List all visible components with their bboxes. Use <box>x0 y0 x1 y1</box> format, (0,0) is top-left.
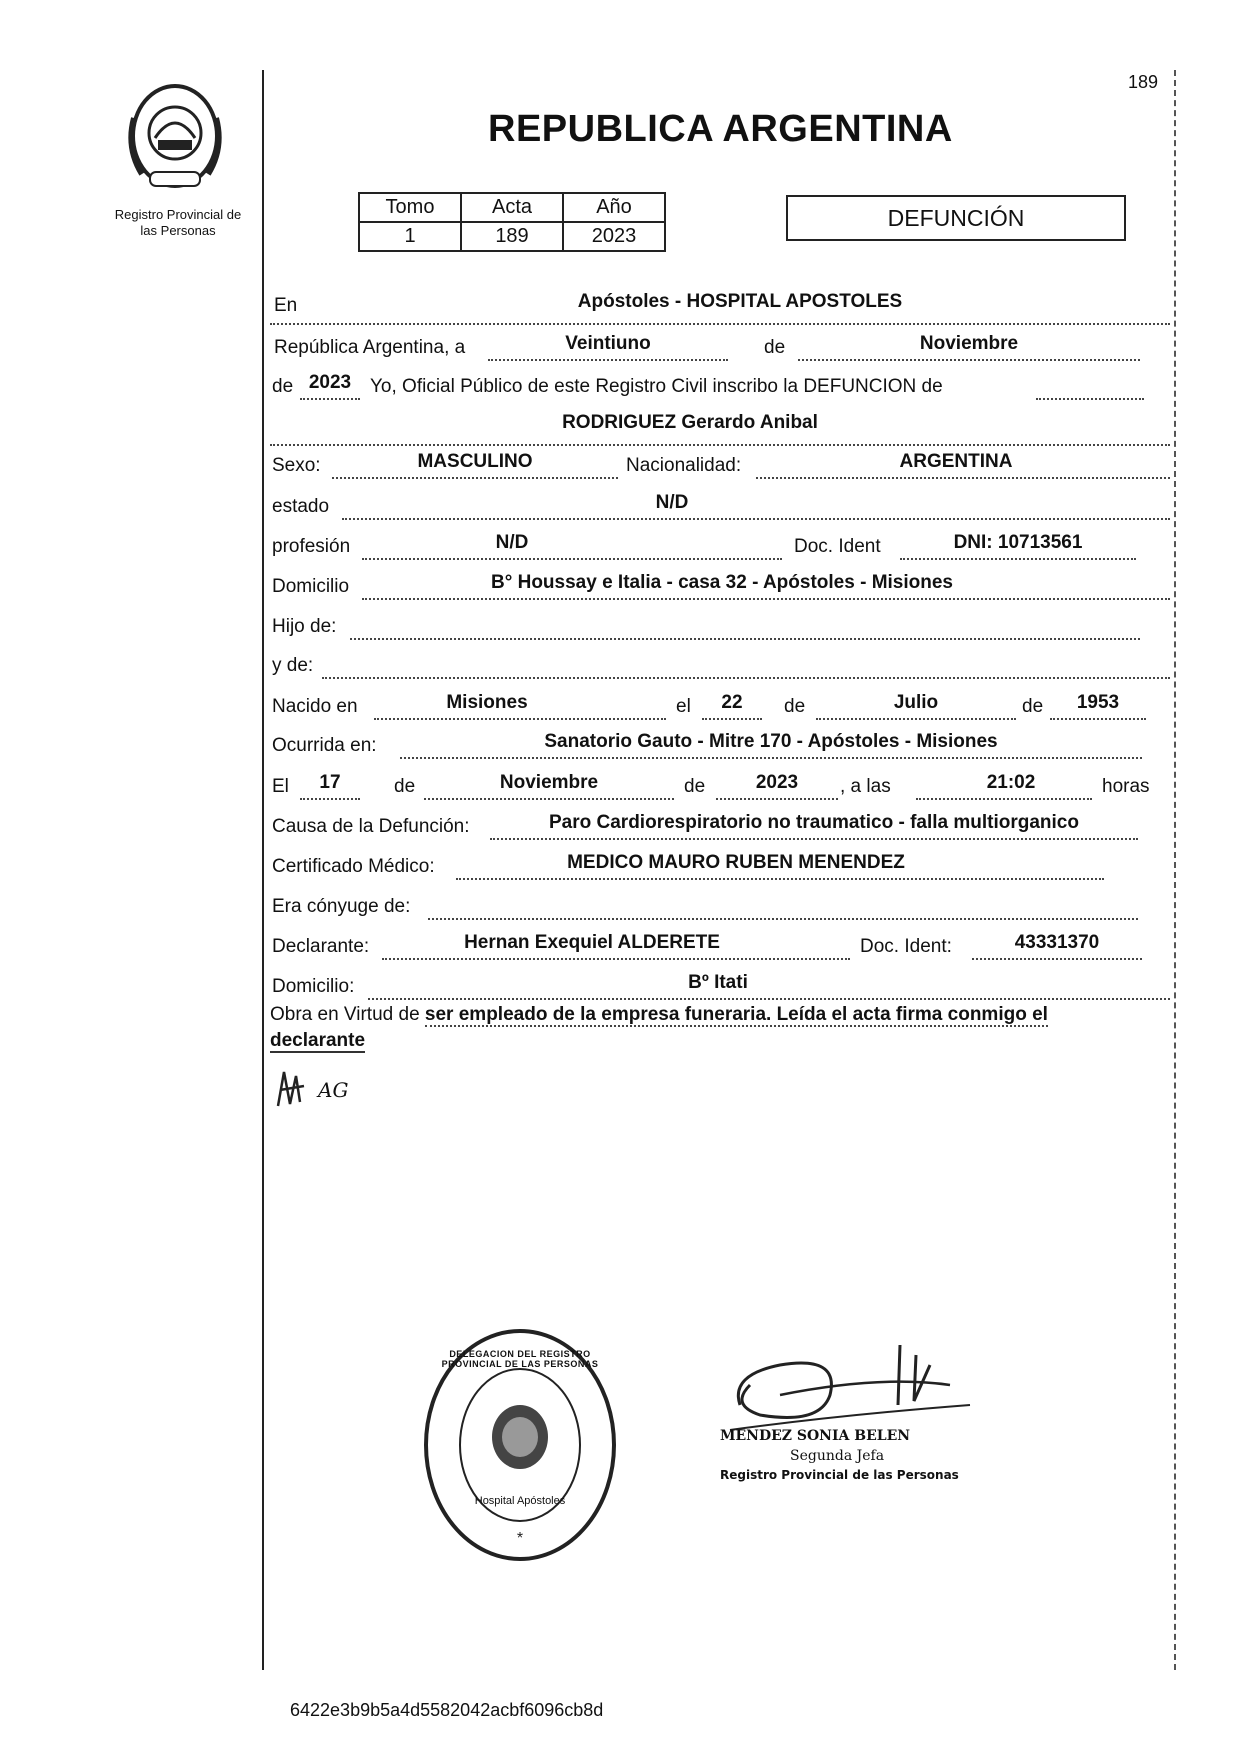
record-type-box: DEFUNCIÓN <box>786 195 1126 241</box>
label-horas: horas <box>1102 776 1150 797</box>
label-nacionalidad: Nacionalidad: <box>626 455 742 476</box>
label-estado: estado <box>272 496 330 517</box>
value-obra-2: declarante <box>270 1030 366 1051</box>
row-obra <box>270 1002 1170 1054</box>
label-certificado: Certificado Médico: <box>272 856 435 877</box>
record-table <box>358 192 666 252</box>
label-conyuge: Era cónyuge de: <box>272 896 411 917</box>
page-number: 189 <box>1128 72 1159 92</box>
label-yde: y de: <box>272 655 314 676</box>
value-nac-year: 1953 <box>1076 692 1120 713</box>
left-margin-line <box>262 70 264 1670</box>
signer-name: MENDEZ SONIA BELEN <box>720 1428 911 1444</box>
row-hijo <box>270 606 1170 644</box>
label-ocurrida: Ocurrida en: <box>272 735 377 756</box>
right-margin-line <box>1174 70 1176 1670</box>
value-anio: 2023 <box>563 222 665 251</box>
value-causa: Paro Cardiorespiratorio no traumatico - falla multiorganico <box>549 812 1079 833</box>
page-title: REPUBLICA ARGENTINA <box>488 108 953 150</box>
row-profesion <box>270 526 1170 564</box>
label-obra: Obra en Virtud de <box>270 1004 420 1025</box>
value-en: Apóstoles - HOSPITAL APOSTOLES <box>577 291 903 312</box>
row-conyuge <box>270 886 1170 924</box>
svg-text:*: * <box>516 1530 524 1547</box>
label-causa: Causa de la Defunción: <box>272 816 470 837</box>
header-tomo: Tomo <box>359 193 461 222</box>
registry-line-1: Registro Provincial de <box>114 207 242 222</box>
value-nac-month: Julio <box>893 692 939 713</box>
value-month-words: Noviembre <box>919 333 1019 354</box>
value-def-day: 17 <box>319 772 341 793</box>
statement-text: Yo, Oficial Público de este Registro Civil inscribo la DEFUNCION de <box>370 376 943 397</box>
row-estado <box>270 486 1170 524</box>
value-year: 2023 <box>308 372 352 393</box>
registry-caption <box>88 207 268 239</box>
label-republica: República Argentina, a <box>274 337 466 358</box>
row-declarante <box>270 926 1170 964</box>
row-republica <box>270 327 1170 365</box>
declarant-initials <box>272 1066 362 1121</box>
initials-text: AG <box>318 1078 349 1102</box>
value-def-month: Noviembre <box>499 772 599 793</box>
row-yde <box>270 645 1170 683</box>
value-domicilio-2: Bº Itati <box>688 972 748 993</box>
value-obra: ser empleado de la empresa funeraria. Leída el acta firma conmigo el <box>424 1004 1048 1025</box>
value-nacionalidad: ARGENTINA <box>899 451 1013 472</box>
header-acta: Acta <box>461 193 563 222</box>
label-hijo: Hijo de: <box>272 616 337 637</box>
value-tomo: 1 <box>359 222 461 251</box>
row-ocurrida <box>270 725 1170 763</box>
label-domicilio-2: Domicilio: <box>272 976 355 997</box>
value-day-words: Veintiuno <box>565 333 651 354</box>
row-sexo <box>270 445 1170 483</box>
row-en <box>270 285 1170 325</box>
value-def-time: 21:02 <box>986 772 1036 793</box>
label-nacido-en: Nacido en <box>272 696 358 717</box>
registry-line-2: las Personas <box>140 223 216 238</box>
row-nacido <box>270 686 1170 724</box>
value-estado: N/D <box>655 492 689 513</box>
value-profesion: N/D <box>495 532 529 553</box>
row-causa <box>270 806 1170 844</box>
value-name: RODRIGUEZ Gerardo Anibal <box>562 412 818 433</box>
label-de-2: de <box>272 376 294 397</box>
row-fecha-defuncion <box>270 766 1170 804</box>
value-sexo: MASCULINO <box>417 451 533 472</box>
value-acta: 189 <box>461 222 563 251</box>
seal-outer-text: DELEGACION DEL REGISTRO PROVINCIAL DE LAS PERSONAS <box>441 1349 599 1369</box>
province-emblem <box>120 78 230 196</box>
label-de-3: de <box>784 696 806 717</box>
value-certificado: MEDICO MAURO RUBEN MENENDEZ <box>567 852 905 873</box>
label-doc-ident: Doc. Ident <box>794 536 881 557</box>
label-profesion: profesión <box>272 536 351 557</box>
value-nac-day: 22 <box>721 692 743 713</box>
signer-office: Registro Provincial de las Personas <box>720 1468 959 1482</box>
value-domicilio: B° Houssay e Italia - casa 32 - Apóstoles - Misiones <box>491 572 953 593</box>
row-domicilio-2 <box>270 966 1170 1004</box>
label-domicilio: Domicilio <box>272 576 350 597</box>
row-name <box>270 406 1170 446</box>
document-hash: 6422e3b9b5a4d5582042acbf6096cb8d <box>290 1700 604 1720</box>
value-declarante: Hernan Exequiel ALDERETE <box>464 932 720 953</box>
label-de-1: de <box>764 337 786 358</box>
label-de-6: de <box>684 776 706 797</box>
value-ocurrida: Sanatorio Gauto - Mitre 170 - Apóstoles - Misiones <box>544 731 998 752</box>
header-anio: Año <box>563 193 665 222</box>
value-doc-ident: DNI: 10713561 <box>953 532 1083 553</box>
label-decl-doc: Doc. Ident: <box>860 936 952 957</box>
label-de-4: de <box>1022 696 1044 717</box>
label-a-las: , a las <box>840 776 891 797</box>
row-domicilio <box>270 566 1170 604</box>
row-certificado <box>270 846 1170 884</box>
label-en: En <box>274 295 298 316</box>
value-def-year: 2023 <box>755 772 799 793</box>
label-el: el <box>676 696 691 717</box>
label-declarante: Declarante: <box>272 936 370 957</box>
row-statement <box>270 366 1170 404</box>
official-seal <box>420 1325 620 1570</box>
seal-inner-text: Hospital Apóstoles <box>474 1495 566 1507</box>
label-de-5: de <box>394 776 416 797</box>
value-nacido-en: Misiones <box>446 692 528 713</box>
signer-role: Segunda Jefa <box>790 1448 885 1464</box>
value-decl-doc: 43331370 <box>1014 932 1100 953</box>
label-sexo: Sexo: <box>272 455 321 476</box>
label-el-2: El <box>272 776 289 797</box>
